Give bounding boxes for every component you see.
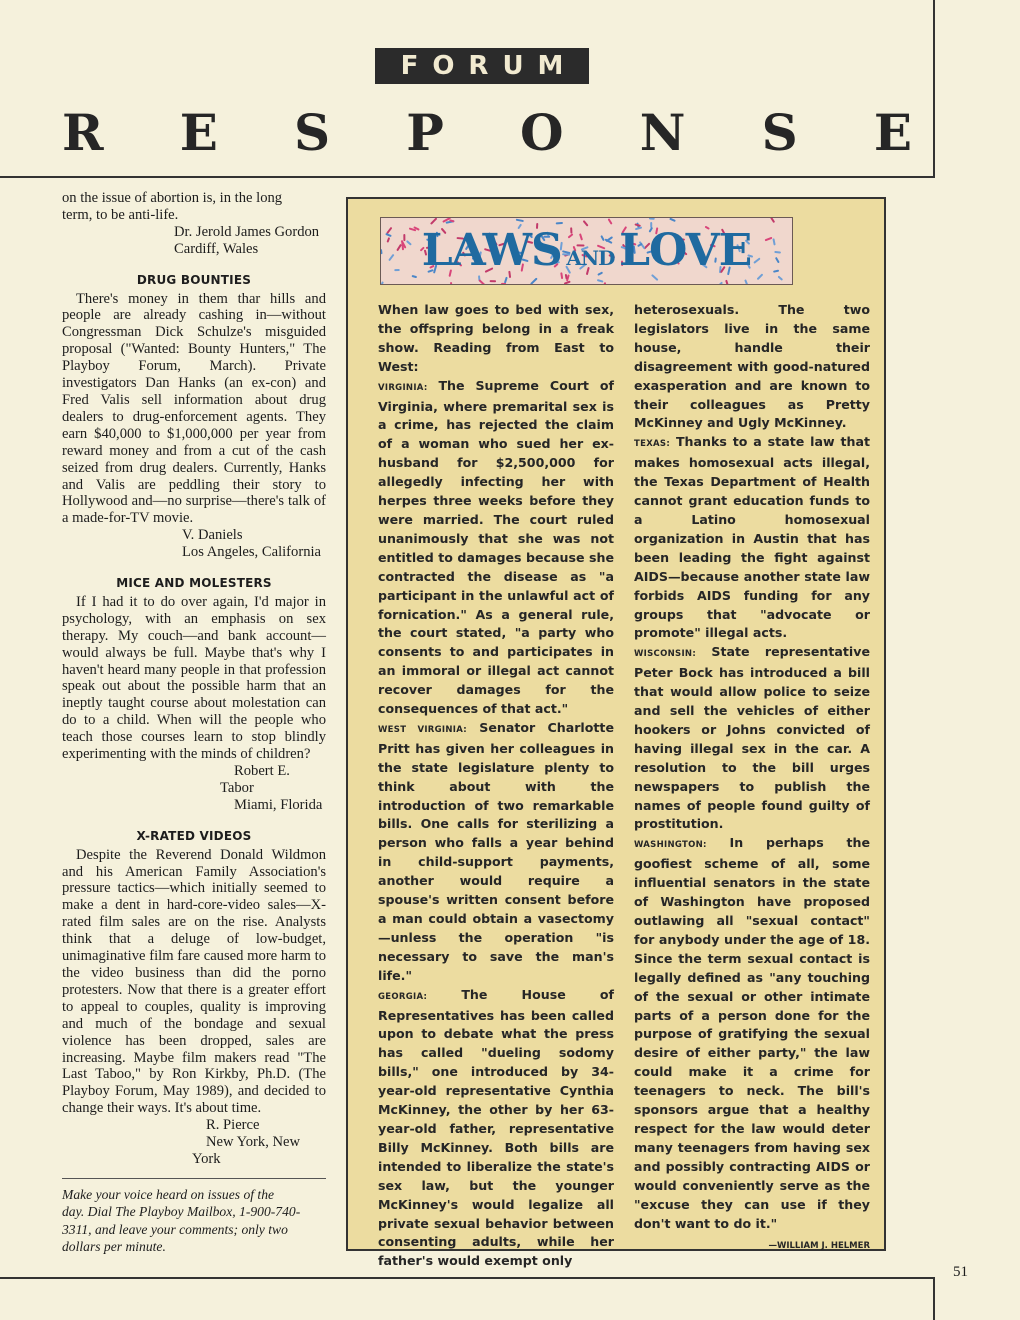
state-label: VIRGINIA: [378,382,428,393]
mailbox-note [62,1186,326,1256]
box-column-right [634,301,870,1256]
entry-text: In perhaps the goofiest scheme of all, some influential senators in the state of Washington have proposed outlawing all "sexual contact" for anybody under the age of 18. Since the term sexual contact is legally defined as "any touching of the sexual or other intimate parts of a person done for the purpose of gratifying the sexual desire of either party," the law could make it a crime for teenagers to neck. The bill's sponsors argue that a healthy respect for the law would deter many teenagers from having sex and possibly contracting AIDS or would conveniently serve as the "excuse they can use if they don't want to do it." [634,835,870,1231]
intro-line: term, to be anti-life. [62,206,179,223]
signature-name: Dr. Jerold James Gordon [174,223,320,240]
note-line: dollars per minute. [62,1239,166,1255]
title-letter: O [520,102,564,162]
letter-body: There's money in them thar hills and people are already cashing in—without Congressman Dick Schulze's misguided proposal ("Wanted: Bounty Hunters," The Playboy Forum, March). Private investigators Dan Hanks (an ex-con) and Fred Valis sell information about drug dealers to drug-enforcement agents. They earn $40,000 to $1,000,000 per year from reward money and from a cut of the cash seized from drug dealers. Currently, Hanks and Valis are peddling their story to Hollywood and—no surprise—there's talk of a made-for-TV movie. [62,290,326,527]
byline: —WILLIAM J. HELMER [768,1241,870,1252]
letter-body: Despite the Reverend Donald Wildmon and his American Family Association's pressure tactics—which initially seemed to make a dent in hard-core-video sales—X-rated film sales are on the rise. Analysts think that a deluge of low-budget, unimaginative film fare caused more harm to the video business than did the porno protesters. Now that there is a greater effort to appeal to couples, quality is improving and much of the bondage and sexual violence has been dropped, sales are increasing. Maybe film makers read "The Last Taboo," by Ron Kirkby, Ph.D. (The Playboy Forum, May 1989), and decided to change their ways. It's about time. [62,846,326,1117]
entry-text: State representative Peter Bock has introduced a bill that would allow police to seize and sell the vehicles of either hookers or Johns convicted of having illegal sex in the car. A resolution to the bill urges newspapers to publish the names of people found guilty of prostitution. [634,644,870,832]
response-title [62,100,912,164]
state-label: WASHINGTON: [634,840,707,851]
signature-place: New York, New York [192,1134,301,1167]
signature-name: R. Pierce [206,1117,260,1134]
letter-heading: MICE AND MOLESTERS [116,576,272,591]
box-entry [634,643,870,834]
signature-place: Los Angeles, California [182,544,322,561]
footer-rule [0,1277,935,1279]
title-letter: N [639,102,686,162]
box-intro: When law goes to bed with sex, the offspring belong in a freak show. Reading from East to West: [378,302,614,374]
signature-place: Miami, Florida [234,796,323,813]
banner-and: AND [566,246,615,270]
laws-and-love-banner [380,217,793,285]
signature-name: Robert E. Tabor [220,763,290,796]
right-rule [933,0,935,176]
letter-heading: X-RATED VIDEOS [136,828,252,843]
letter-heading: DRUG BOUNTIES [136,272,252,287]
page-number: 51 [953,1264,968,1280]
box-entry [378,986,614,1272]
letter-body: If I had it to do over again, I'd major in psychology, with an emphasis on sex therapy. My couch—and bank account—would always be full. Maybe that's why I haven't heard many people in that profession speak out about the possible harm that an ineptly taught course about molestation can do to a child. When will the people who teach those courses learn to stop blindly experimenting with the minds of children? [62,593,326,763]
entry-text: heterosexuals. The two legislators live in the same house, handle their disagreement with good-natured exasperation and are known to their colleagues as Pretty McKinney and Ugly McKinney. [634,302,870,431]
entry-text: Senator Charlotte Pritt has given her colleagues in the state legislature plenty to think about with the introduction of two remarkable bills. One calls for sterilizing a person who falls a year behind in child-support payments, another would require a spouse's written consent before a man could obtain a vasectomy—unless the operation "is necessary to save the man's life." [378,719,614,983]
state-label: TEXAS: [634,439,671,450]
state-label: GEORGIA: [378,991,428,1002]
entry-text: The Supreme Court of Virginia, where premarital sex is a crime, has rejected the claim of a woman who sued her ex-husband for $2,500,000 for allegedly infecting her with herpes three weeks before they were married. The court ruled unanimously that she was not entitled to damages because she contracted the disease as "a participant in the unlawful act of fornication." As a general rule, the court stated, "a party who consents to and participates in an immoral or illegal act cannot recover damages for the consequences of that act." [378,377,614,717]
banner-word: LOVE [619,225,752,276]
note-divider [62,1178,326,1179]
box-entry [634,433,870,643]
title-letter: E [179,102,218,162]
title-letter: S [294,102,331,162]
footer-right-rule [933,1277,935,1320]
intro-line: on the issue of abortion is, in the long [62,190,283,206]
title-letter: R [62,102,104,162]
note-line: day. Dial The Playboy Mailbox, 1-900-740- [62,1204,301,1220]
state-label: WEST VIRGINIA: [378,724,467,735]
note-line: Make your voice heard on issues of the [62,1187,275,1202]
signature-name: V. Daniels [182,527,243,544]
title-letter: P [406,102,444,162]
box-column-left [378,301,614,1271]
title-letter: E [873,102,912,162]
title-letter: S [761,102,798,162]
entry-text: Thanks to a state law that makes homosexual acts illegal, the Texas Department of Health cannot grant education funds to a Latino homosexual organization in Austin that has been leading the fight against AIDS—because another state law forbids AIDS funding for any groups that "advocate or promote" illegal acts. [634,434,870,641]
state-label: WISCONSIN: [634,649,697,660]
forum-section-tag: FORUM [375,48,589,84]
banner-word: LAWS [421,225,562,276]
letters-column [62,190,326,1168]
note-line: 3311, and leave your comments; only two [62,1221,288,1237]
signature-place: Cardiff, Wales [174,240,259,257]
entry-text: The House of Representatives has been called upon to debate what the press has called "dueling sodomy bills," one introduced by 34-year-old representative Cynthia McKinney, the other by her 63-year-old father, representative Billy McKinney. Both bills are intended to liberalize the state's sex law, but the younger McKinney's would legalize all private sexual behavior between consenting adults, while her father's would exempt only [378,986,614,1269]
box-entry [634,834,870,1252]
box-entry [378,719,614,986]
banner-title [381,218,792,284]
header-rule [0,176,935,178]
box-entry [378,377,614,719]
box-entry [634,301,870,433]
